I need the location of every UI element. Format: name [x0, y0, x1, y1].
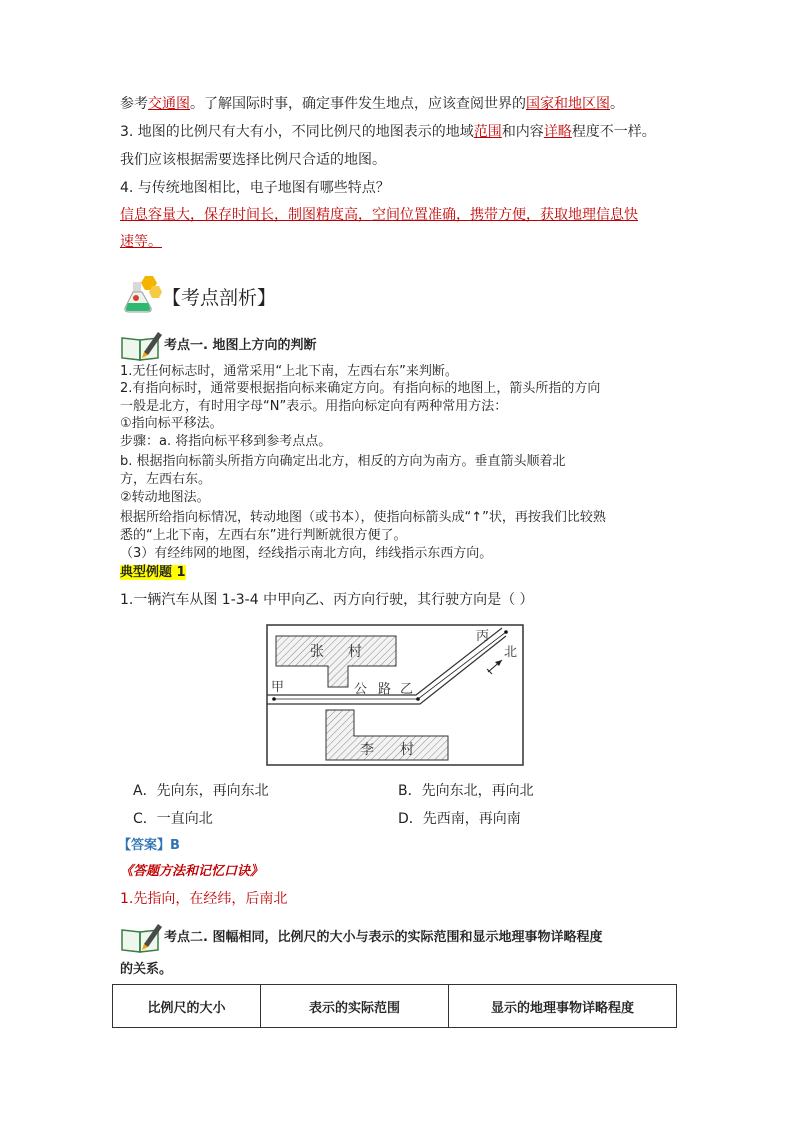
intro-text: 。	[610, 96, 624, 112]
point1-line: 步骤：a. 将指向标平移到参考点点。	[120, 434, 332, 449]
option-b[interactable]: B．先向东北，再向北	[398, 783, 534, 799]
section-title: 【考点剖析】	[162, 287, 277, 309]
point1-line: 悉的“上北下南，左西右东”进行判断就很方便了。	[120, 528, 407, 543]
table-header-cell: 表示的实际范围	[261, 985, 449, 1028]
intro-text: 程度不一样。	[571, 124, 656, 140]
method-text: 1.先指向，在经纬，后南北	[120, 891, 288, 907]
map-label-gong: 公	[354, 682, 368, 697]
point1-line: ①指向标平移法。	[120, 416, 223, 431]
map-label-lu: 路	[378, 682, 392, 697]
point-yi	[416, 697, 420, 701]
option-c[interactable]: C．一直向北	[133, 811, 213, 827]
point2-title-cont: 的关系。	[120, 962, 173, 977]
underlined-term: 交通图	[148, 96, 190, 112]
point1-title: 考点一. 地图上方向的判断	[164, 338, 317, 353]
intro-text: 和内容	[501, 124, 544, 140]
point-jia	[272, 697, 276, 701]
point1-line: b. 根据指向标箭头所指方向确定出北方，相反的方向为南方。垂直箭头顺着北	[120, 454, 566, 469]
intro-text: 。了解国际时事，确定事件发生地点，应该查阅世界的	[190, 96, 526, 112]
map-label-zhang: 张	[310, 644, 324, 660]
map-label-cun: 村	[400, 742, 414, 758]
intro-line-3: 我们应该根据需要选择比例尺合适的地图。	[120, 152, 386, 168]
table-header-cell: 比例尺的大小	[113, 985, 261, 1028]
answer-line-2: 速等。	[120, 234, 162, 250]
map-label-cun: 村	[348, 644, 362, 660]
option-a[interactable]: A．先向东，再向东北	[133, 783, 269, 799]
underlined-term: 国家和地区图	[526, 96, 610, 112]
point-bing	[504, 630, 508, 634]
map-label-jia: 甲	[271, 680, 285, 695]
intro-line-2	[120, 122, 656, 142]
point1-line: ②转动地图法。	[120, 490, 210, 505]
intro-question-4: 4. 与传统地图相比，电子地图有哪些特点？	[120, 180, 390, 196]
map-figure	[266, 624, 524, 766]
example-question: 1.一辆汽车从图 1-3-4 中甲向乙、丙方向行驶，其行驶方向是（ ）	[120, 592, 534, 608]
point1-line: （3）有经纬网的地图，经线指示南北方向，纬线指示东西方向。	[120, 546, 493, 561]
table-header-row	[113, 985, 677, 1028]
point2-title: 考点二. 图幅相同，比例尺的大小与表示的实际范围和显示地理事物详略程度	[164, 930, 603, 945]
example-heading	[120, 565, 186, 580]
table-header-cell: 显示的地理事物详略程度	[449, 985, 677, 1028]
underlined-term: 范围	[473, 124, 502, 140]
comparison-table	[112, 984, 677, 1028]
underlined-term: 详略	[543, 124, 572, 140]
answer-label: 【答案】B	[118, 838, 180, 853]
map-label-yi: 乙	[400, 682, 414, 697]
map-label-li: 李	[360, 742, 374, 758]
map-label-bing: 丙	[476, 629, 490, 644]
point1-line: 方，左西右东。	[120, 472, 212, 487]
book-pen-icon	[120, 328, 164, 362]
map-label-bei: 北	[504, 645, 518, 660]
flask-icon	[121, 270, 163, 314]
intro-text: 参考	[120, 96, 148, 112]
example-heading-text: 典型例题 1	[120, 565, 186, 580]
point1-line: 根据所给指向标情况，转动地图（或书本），使指向标箭头成“↑”状，再按我们比较熟	[120, 510, 606, 525]
answer-line-1: 信息容量大，保存时间长，制图精度高，空间位置准确，携带方便，获取地理信息快	[120, 207, 638, 223]
book-pen-icon	[120, 920, 164, 954]
point1-line: 2.有指向标时，通常要根据指向标来确定方向。有指向标的地图上，箭头所指的方向	[120, 381, 601, 396]
method-title: 《答题方法和记忆口诀》	[120, 864, 264, 879]
intro-text: 3. 地图的比例尺有大有小，不同比例尺的地图表示的地域	[120, 124, 474, 140]
option-d[interactable]: D．先西南，再向南	[398, 811, 521, 827]
point1-line: 1.无任何标志时，通常采用“上北下南，左西右东”来判断。	[120, 364, 458, 379]
point1-line: 一般是北方，有时用字母“N”表示。用指向标定向有两种常用方法：	[120, 399, 508, 414]
intro-line-1	[120, 94, 624, 114]
